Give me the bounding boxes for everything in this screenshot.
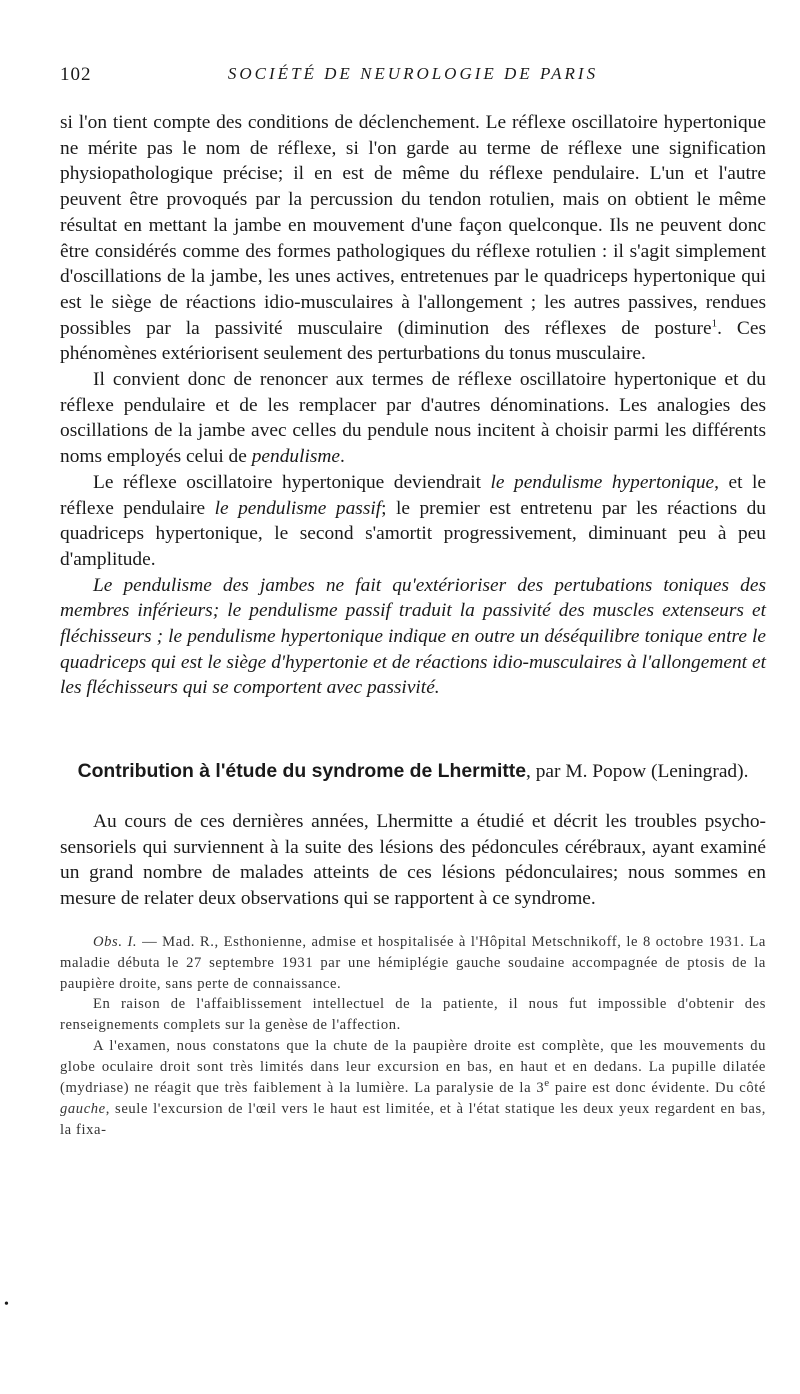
paragraph-3	[60, 470, 766, 573]
observation-text-3b: paire est donc évidente. Du côté	[549, 1080, 766, 1097]
term-pendulisme-hypertonique: le pendulisme hypertonique	[490, 471, 715, 493]
ordinal-superscript: e	[544, 1077, 550, 1090]
page-header	[60, 64, 766, 94]
paragraph-1	[60, 110, 766, 367]
observation-label: Obs. I.	[93, 933, 138, 950]
margin-mark: •	[4, 1297, 9, 1312]
observation-text-3a: A l'examen, nous constatons que la chute de la paupière droite est complète, que les mouvements du globe oculaire droit sont très limités dans leur excursion en bas, en haut et en dedans. La pupille dilatée (mydriase) ne réagit que très faiblement à la lumière. La paralysie de la 3	[60, 1038, 766, 1097]
intro-paragraph: Au cours de ces dernières années, Lhermitte a étudié et décrit les troubles psycho-sensoriels qui surviennent à la suite des lésions des pédoncules cérébraux, ayant examiné un grand nombre de malades atteints de ces lésions pédonculaires; nous sommes en mesure de relater deux observations qui se rapportent à ce syndrome.	[60, 810, 766, 909]
observation-text-1: — Mad. R., Esthonienne, admise et hospitalisée à l'Hôpital Metschnikoff, le 8 octobre 1931. La maladie débuta le 27 septembre 1931 par une hémiplégie gauche soudaine accompagnée de ptosis de la paupière droite, sans perte de connaissance.	[60, 933, 766, 992]
running-title: SOCIÉTÉ DE NEUROLOGIE DE PARIS	[227, 64, 599, 83]
paragraph-1-text: si l'on tient compte des conditions de déclenchement. Le réflexe oscillatoire hypertonique ne mérite pas le nom de réflexe, si l'on garde au terme de réflexe une signification physiopathologique précise; il en est de même du réflexe pendulaire. L'un et l'autre peuvent être provoqués par la percussion du tendon rotulien, mais on obtient le même résultat en mettant la jambe en mouvement d'une façon quelconque. Ils ne peuvent donc être considérés comme des formes pathologiques du réflexe rotulien : il s'agit simplement d'oscillations de la jambe, les unes actives, entretenues par le quadriceps hypertonique qui est le siège de réactions idio-musculaires à l'allongement ; les autres passives, rendues possibles par la passivité musculaire (diminution des réflexes de posture	[60, 112, 766, 339]
observation-para-3	[60, 1036, 766, 1141]
paragraph-3-mid: , et le réflexe pendulaire	[60, 471, 766, 519]
observation-para-1	[60, 932, 766, 995]
document-page	[60, 64, 766, 1141]
observation-block	[60, 932, 766, 1141]
section-intro	[60, 809, 766, 912]
paragraph-2-text: Il convient donc de renoncer aux termes de réflexe oscillatoire hypertonique et du réflexe pendulaire et de les remplacer par d'autres dénominations. Les analogies des oscillations de la jambe avec celles du pendule nous incitent à choisir parmi les différents noms employés celui de	[60, 369, 766, 468]
article-author: , par M. Popow (Leningrad).	[526, 761, 749, 783]
article-title: Contribution à l'étude du syndrome de Lhermitte	[77, 760, 527, 783]
section-title	[60, 759, 766, 785]
main-text	[60, 110, 766, 701]
paragraph-3-text: Le réflexe oscillatoire hypertonique deviendrait	[93, 471, 491, 493]
paragraph-2-end: .	[340, 446, 345, 468]
paragraph-4-conclusion: Le pendulisme des jambes ne fait qu'extérioriser des pertubations toniques des membres inférieurs; le pendulisme passif traduit la passivité des muscles extenseurs et fléchisseurs ; le pendulisme hypertonique indique en outre un déséquilibre tonique entre le quadriceps qui est le siège d'hypertonie et de réactions idio-musculaires à l'allongement et les fléchisseurs qui se comportent avec passivité.	[60, 574, 766, 699]
footnote-marker: 1	[711, 317, 718, 330]
observation-para-2: En raison de l'affaiblissement intellectuel de la patiente, il nous fut impossible d'obtenir des renseignements complets sur la genèse de l'affection.	[60, 996, 766, 1034]
page-number: 102	[60, 64, 92, 85]
term-pendulisme: pendulisme	[251, 446, 341, 468]
term-pendulisme-passif: le pendulisme passif	[214, 497, 382, 519]
observation-text-3c: , seule l'excursion de l'œil vers le haut est limitée, et à l'état statique les deux yeux regardent en bas, la fixa-	[60, 1100, 766, 1138]
paragraph-3-end: ; le premier est entretenu par les réactions du quadriceps hypertonique, le second s'amortit progressivement, diminuant peu à peu d'amplitude.	[60, 497, 766, 570]
paragraph-2	[60, 367, 766, 470]
paragraph-1-end: . Ces phénomènes extériorisent seulement des perturbations du tonus musculaire.	[60, 317, 766, 365]
observation-emphasis-gauche: gauche	[60, 1100, 106, 1117]
